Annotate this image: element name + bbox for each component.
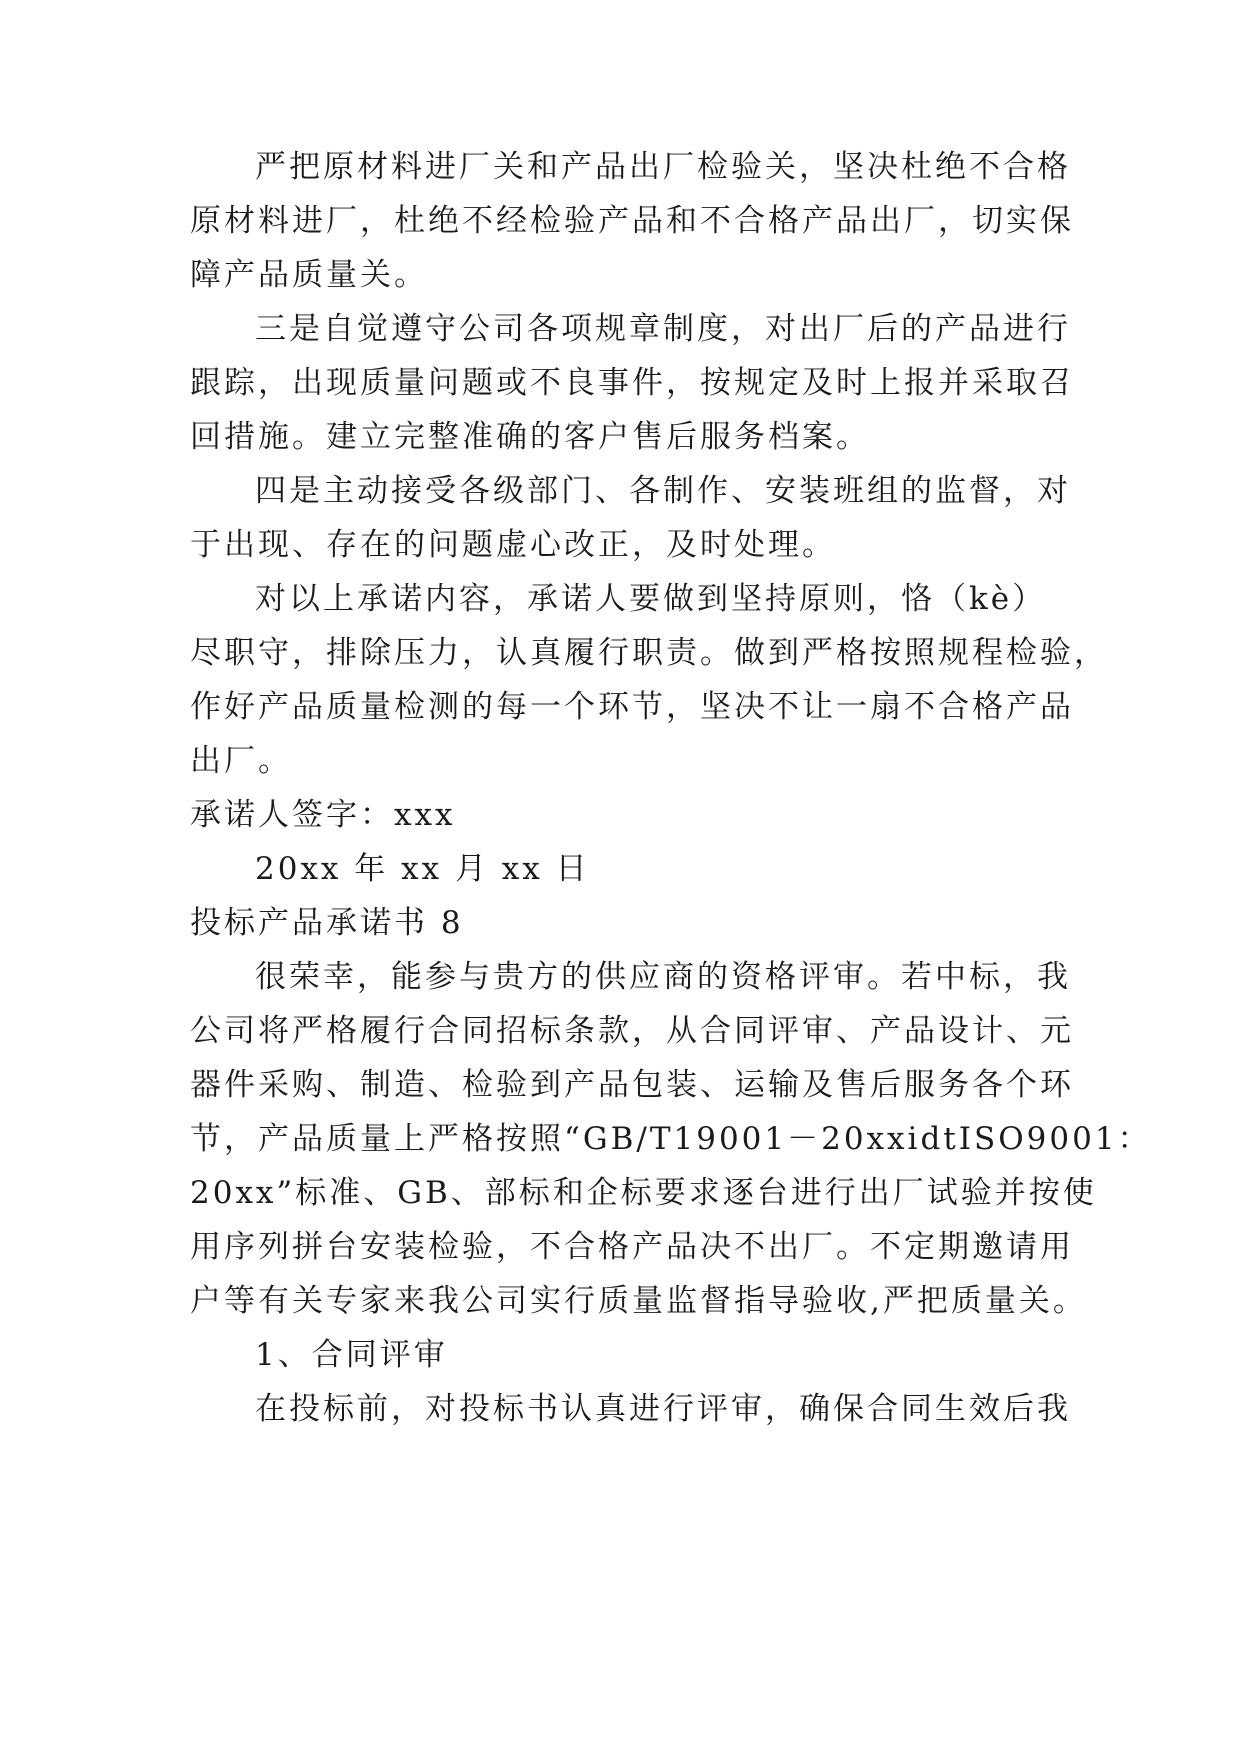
date-line: 20xx 年 xx 月 xx 日 [255,851,590,887]
paragraph-line: 尽职守，排除压力，认真履行职责。做到严格按照规程检验， [190,635,1108,671]
paragraph-line: 对以上承诺内容，承诺人要做到坚持原则，恪（kè） [255,581,1047,617]
paragraph-line: 出厂。 [190,743,292,779]
paragraph-line: 原材料进厂，杜绝不经检验产品和不合格产品出厂，切实保 [190,203,1074,239]
paragraph-line: 公司将严格履行合同招标条款，从合同评审、产品设计、元 [190,1013,1074,1049]
paragraph-line: 回措施。建立完整准确的客户售后服务档案。 [190,419,870,455]
paragraph-line: 很荣幸，能参与贵方的供应商的资格评审。若中标，我 [255,959,1071,995]
paragraph-line: 用序列拼台安装检验，不合格产品决不出厂。不定期邀请用 [190,1229,1074,1265]
subsection-heading: 1、合同评审 [255,1337,448,1373]
paragraph-line: 器件采购、制造、检验到产品包装、运输及售后服务各个环 [190,1067,1074,1103]
paragraph-line: 户等有关专家来我公司实行质量监督指导验收,严把质量关。 [190,1283,1087,1319]
paragraph-line: 于出现、存在的问题虚心改正，及时处理。 [190,527,836,563]
paragraph-line: 作好产品质量检测的每一个环节，坚决不让一扇不合格产品 [190,689,1074,725]
paragraph-line: 节，产品质量上严格按照“GB/T19001－20xxidtISO9001： [190,1121,1152,1157]
paragraph-line: 三是自觉遵守公司各项规章制度，对出厂后的产品进行 [255,311,1071,347]
paragraph-line: 严把原材料进厂关和产品出厂检验关，坚决杜绝不合格 [255,149,1071,185]
paragraph-line: 四是主动接受各级部门、各制作、安装班组的监督，对 [255,473,1071,509]
paragraph-line: 在投标前，对投标书认真进行评审，确保合同生效后我 [255,1391,1071,1427]
paragraph-line: 跟踪，出现质量问题或不良事件，按规定及时上报并采取召 [190,365,1074,401]
section-heading: 投标产品承诺书 8 [190,905,464,941]
paragraph-line: 20xx”标准、GB、部标和企标要求逐台进行出厂试验并按使 [190,1175,1097,1211]
paragraph-line: 障产品质量关。 [190,257,428,293]
signature-line: 承诺人签字：xxx [190,797,456,833]
